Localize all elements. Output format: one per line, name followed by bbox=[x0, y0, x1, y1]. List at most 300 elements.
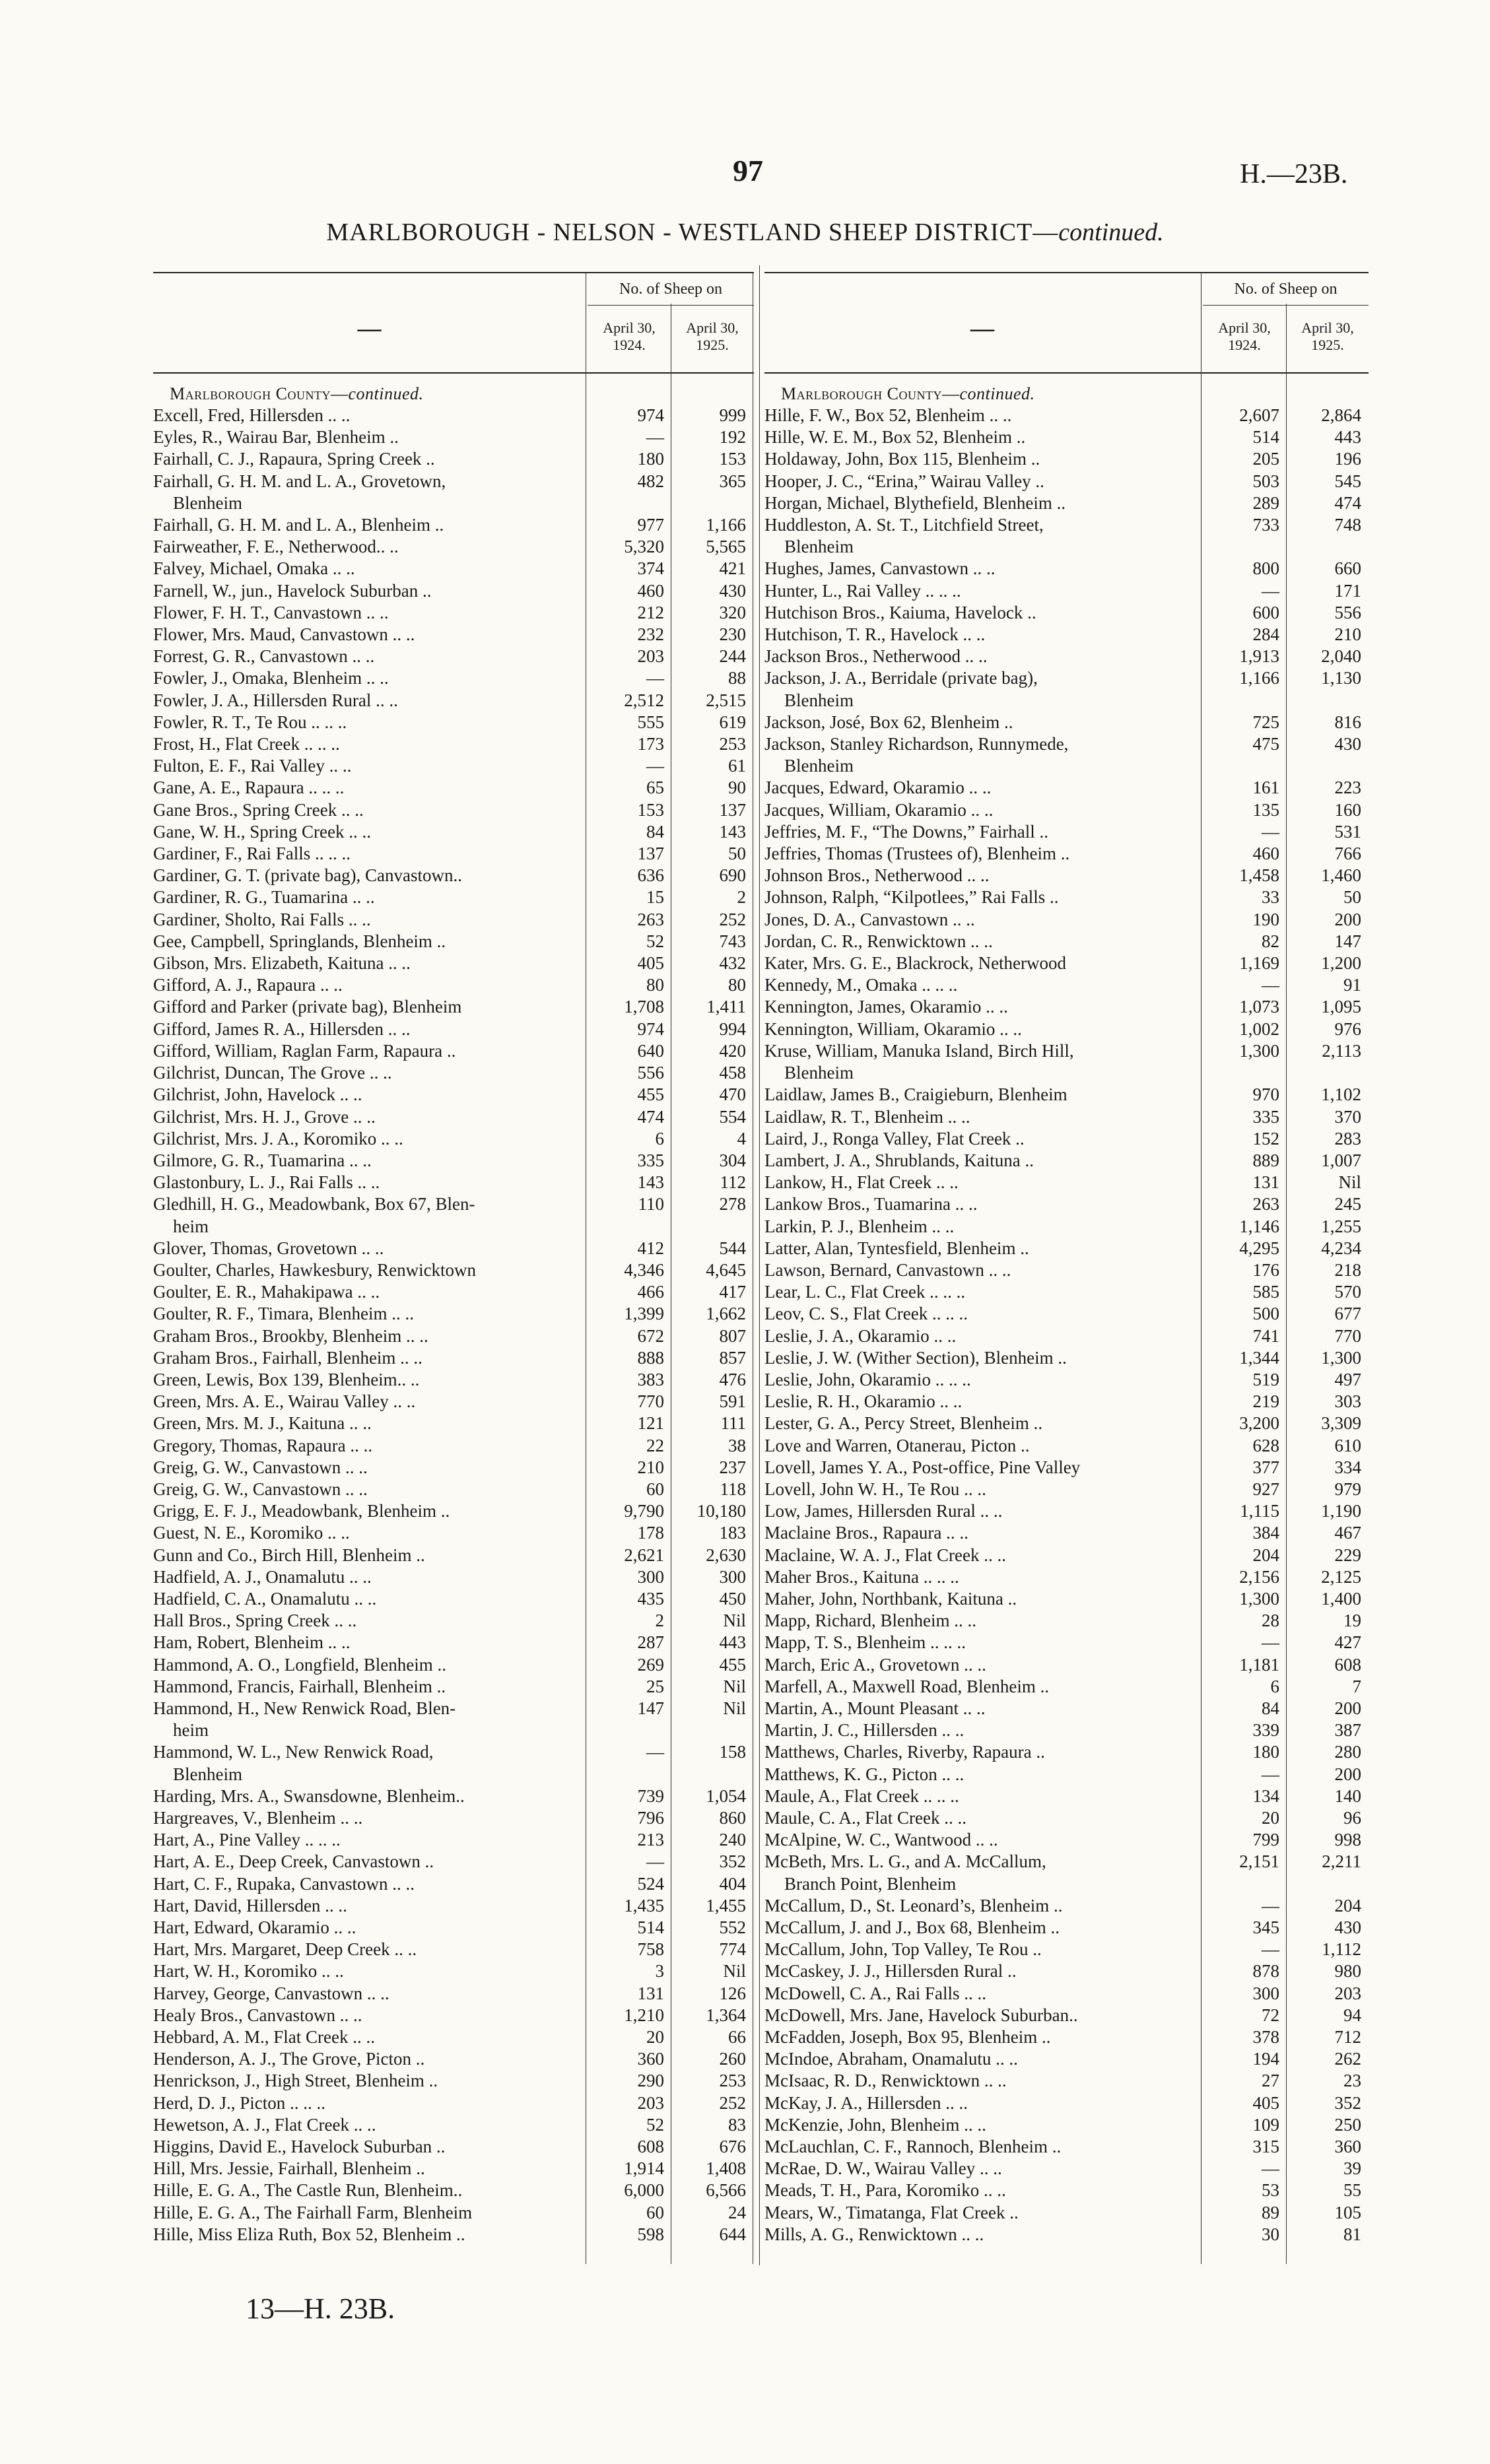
sheep-1925: 417 bbox=[719, 1282, 746, 1302]
owner-name-line: Goulter, Charles, Hawkesbury, Renwicktown bbox=[153, 1259, 477, 1280]
sheep-1925: 443 bbox=[719, 1632, 746, 1653]
table-row bbox=[764, 1566, 1369, 1588]
sheep-1924: 335 bbox=[1252, 1106, 1279, 1127]
owner-name-line: Glover, Thomas, Grovetown .. .. bbox=[153, 1238, 384, 1258]
owner-name bbox=[153, 580, 588, 602]
sheep-1924: 888 bbox=[637, 1347, 664, 1368]
sheep-1925: 2,864 bbox=[1321, 405, 1361, 425]
owner-name bbox=[153, 426, 588, 448]
owner-name-line: Laird, J., Ronga Valley, Flat Creek .. bbox=[764, 1128, 1025, 1149]
table-row bbox=[764, 712, 1369, 733]
owner-name-line: Fairhall, C. J., Rapaura, Spring Creek .. bbox=[153, 449, 435, 469]
sheep-1925: 2,125 bbox=[1321, 1566, 1361, 1587]
sheep-1924: 800 bbox=[1252, 558, 1279, 579]
owner-name bbox=[153, 2158, 588, 2180]
owner-name bbox=[153, 1479, 588, 1500]
owner-name bbox=[153, 1500, 588, 1522]
sheep-1925: 88 bbox=[728, 668, 746, 688]
table-row bbox=[764, 1391, 1369, 1413]
owner-name-line: Hughes, James, Canvastown .. .. bbox=[764, 558, 996, 579]
sheep-1924: 1,146 bbox=[1239, 1216, 1279, 1236]
sheep-1924: 1,300 bbox=[1239, 1040, 1279, 1061]
owner-name-line: Latter, Alan, Tyntesfield, Blenheim .. bbox=[764, 1238, 1029, 1258]
owner-name-line: heim bbox=[173, 1720, 209, 1741]
owner-name bbox=[153, 1566, 588, 1588]
sheep-1925: 476 bbox=[719, 1369, 746, 1389]
sheep-1925: 1,095 bbox=[1321, 997, 1361, 1017]
sheep-1925: 610 bbox=[1334, 1435, 1361, 1455]
owner-name bbox=[764, 996, 1203, 1018]
table-row bbox=[764, 1106, 1369, 1128]
sheep-1924: — bbox=[646, 427, 664, 448]
sheep-1924: 1,300 bbox=[1239, 1588, 1279, 1609]
sheep-1925: 979 bbox=[1334, 1479, 1361, 1499]
sheep-1925: 320 bbox=[719, 602, 746, 622]
table-row bbox=[153, 886, 754, 908]
owner-name bbox=[153, 799, 588, 821]
col-1925-header: April 30, 1925. bbox=[1301, 319, 1354, 353]
table-row bbox=[764, 624, 1369, 646]
sheep-1925: 111 bbox=[720, 1413, 746, 1434]
sheep-1924: — bbox=[646, 1742, 664, 1762]
sheep-1924: 6 bbox=[655, 1128, 664, 1149]
owner-name-line: Gregory, Thomas, Rapaura .. .. bbox=[153, 1435, 373, 1455]
owner-name-line: Green, Mrs. M. J., Kaituna .. .. bbox=[153, 1413, 372, 1434]
owner-name-line: Graham Bros., Fairhall, Blenheim .. .. bbox=[153, 1347, 423, 1368]
table-row bbox=[764, 2005, 1369, 2026]
table-row bbox=[153, 1960, 754, 1982]
owner-name bbox=[764, 865, 1203, 886]
table-row bbox=[764, 909, 1369, 931]
column-rule bbox=[759, 265, 760, 2265]
owner-name bbox=[764, 1193, 1203, 1215]
sheep-1925: 50 bbox=[728, 844, 746, 864]
table-row bbox=[764, 514, 1369, 558]
sheep-1924: 524 bbox=[637, 1873, 664, 1894]
sheep-1925: 998 bbox=[1334, 1830, 1361, 1850]
owner-name bbox=[764, 1238, 1203, 1259]
sheep-1924: 135 bbox=[1252, 799, 1279, 820]
sheep-1925: 404 bbox=[719, 1873, 746, 1894]
sheep-1924: 598 bbox=[637, 2224, 664, 2244]
table-row bbox=[764, 1238, 1369, 1259]
owner-name-line: Hille, F. W., Box 52, Blenheim .. .. bbox=[764, 405, 1012, 425]
owner-name-line: Gardiner, G. T. (private bag), Canvastown.. bbox=[153, 865, 463, 886]
sheep-1924: 84 bbox=[646, 821, 664, 842]
owner-name bbox=[153, 974, 588, 996]
sheep-1924: — bbox=[1262, 1939, 1279, 1960]
sheep-1925: 2,515 bbox=[706, 690, 746, 710]
sheep-1924: 514 bbox=[637, 1917, 664, 1938]
sheep-1924: 205 bbox=[1252, 449, 1279, 469]
owner-name-line: McKenzie, John, Blenheim .. .. bbox=[764, 2114, 986, 2135]
owner-name-line: McCallum, D., St. Leonard’s, Blenheim .. bbox=[764, 1895, 1063, 1915]
owner-name bbox=[764, 558, 1203, 580]
sheep-1925: 252 bbox=[719, 909, 746, 929]
owner-name bbox=[764, 777, 1203, 799]
sheep-1925: 83 bbox=[728, 2114, 746, 2135]
owner-name bbox=[764, 1785, 1203, 1807]
owner-name-line: Flower, Mrs. Maud, Canvastown .. .. bbox=[153, 624, 415, 645]
owner-name-line: Maclaine, W. A. J., Flat Creek .. .. bbox=[764, 1545, 1006, 1565]
sheep-1925: 55 bbox=[1343, 2180, 1361, 2201]
sheep-1925: 1,255 bbox=[1321, 1216, 1361, 1236]
owner-name-line: McCallum, John, Top Valley, Te Rou .. bbox=[764, 1939, 1042, 1960]
owner-name-line: Graham Bros., Brookby, Blenheim .. .. bbox=[153, 1325, 428, 1346]
table-row bbox=[153, 1062, 754, 1084]
owner-name-line: Gifford, A. J., Rapaura .. .. bbox=[153, 975, 343, 995]
sheep-1924: 2,512 bbox=[624, 690, 664, 710]
owner-name bbox=[153, 536, 588, 558]
sheep-count-group-header: No. of Sheep on bbox=[588, 273, 754, 306]
sheep-1924: 339 bbox=[1252, 1720, 1279, 1741]
sheep-1925: 770 bbox=[1334, 1325, 1361, 1346]
owner-name-line: Hammond, Francis, Fairhall, Blenheim .. bbox=[153, 1676, 446, 1696]
owner-name-line: Farnell, W., jun., Havelock Suburban .. bbox=[153, 580, 432, 601]
sheep-1924: 289 bbox=[1252, 492, 1279, 513]
owner-name-line: Frost, H., Flat Creek .. .. .. bbox=[153, 734, 340, 754]
sheep-1925: 223 bbox=[1334, 778, 1361, 798]
owner-name-line: Blenheim bbox=[784, 690, 854, 710]
owner-name-line: Fowler, R. T., Te Rou .. .. .. bbox=[153, 712, 347, 732]
sheep-1925: 432 bbox=[719, 953, 746, 974]
sheep-1925: 644 bbox=[719, 2224, 746, 2244]
owner-name-line: Lankow Bros., Tuamarina .. .. bbox=[764, 1194, 978, 1215]
report-reference: H.—23B. bbox=[1240, 159, 1348, 189]
sheep-1924: 500 bbox=[1252, 1304, 1279, 1324]
table-row bbox=[764, 1829, 1369, 1851]
owner-name-line: Leov, C. S., Flat Creek .. .. .. bbox=[764, 1304, 968, 1324]
owner-name bbox=[764, 1741, 1203, 1763]
owner-name-line: Higgins, David E., Havelock Suburban .. bbox=[153, 2137, 446, 2157]
sheep-1925: 96 bbox=[1343, 1808, 1361, 1828]
owner-name-line: Hewetson, A. J., Flat Creek .. .. bbox=[153, 2114, 376, 2135]
sheep-1925: 430 bbox=[719, 580, 746, 601]
sheep-1924: 672 bbox=[637, 1325, 664, 1346]
owner-name bbox=[764, 1632, 1203, 1653]
sheep-1924: 3 bbox=[655, 1961, 664, 1981]
sheep-1925: 244 bbox=[719, 646, 746, 667]
owner-name-line: Jordan, C. R., Renwicktown .. .. bbox=[764, 931, 993, 951]
sheep-1924: 176 bbox=[1252, 1259, 1279, 1280]
owner-name-line: Jeffries, Thomas (Trustees of), Blenheim .. bbox=[764, 844, 1070, 864]
table-row bbox=[153, 1676, 754, 1698]
table-row bbox=[764, 1040, 1369, 1084]
sheep-1925: 304 bbox=[719, 1150, 746, 1170]
owner-name-line: Lear, L. C., Flat Creek .. .. .. bbox=[764, 1282, 966, 1302]
owner-name bbox=[153, 1040, 588, 1062]
sheep-1924: — bbox=[1262, 975, 1279, 995]
sheep-1925: 497 bbox=[1334, 1369, 1361, 1389]
sheep-1924: 33 bbox=[1262, 887, 1279, 908]
sheep-1925: 250 bbox=[1334, 2114, 1361, 2135]
owner-name-line: Gane, W. H., Spring Creek .. .. bbox=[153, 821, 371, 842]
table-row bbox=[764, 1150, 1369, 1172]
owner-name bbox=[153, 886, 588, 908]
sheep-1924: 335 bbox=[637, 1150, 664, 1170]
owner-name-line: Maule, A., Flat Creek .. .. .. bbox=[764, 1785, 959, 1806]
sheep-1924: 519 bbox=[1252, 1369, 1279, 1389]
sheep-1925: 1,112 bbox=[1322, 1939, 1361, 1960]
owner-name bbox=[153, 1676, 588, 1698]
owner-name-line: McDowell, Mrs. Jane, Havelock Suburban.. bbox=[764, 2005, 1078, 2025]
sheep-1924: 374 bbox=[637, 558, 664, 579]
owner-name-line: Larkin, P. J., Blenheim .. .. bbox=[764, 1216, 955, 1236]
table-row bbox=[764, 1764, 1369, 1785]
sheep-1925: 676 bbox=[719, 2137, 746, 2157]
owner-name-line: Hutchison, T. R., Havelock .. .. bbox=[764, 624, 986, 645]
owner-name-line: McIndoe, Abraham, Onamalutu .. .. bbox=[764, 2049, 1018, 2069]
owner-name-line: Gardiner, R. G., Tuamarina .. .. bbox=[153, 887, 375, 908]
owner-name bbox=[764, 1610, 1203, 1632]
sheep-1925: 365 bbox=[719, 471, 746, 491]
sheep-1924: 1,708 bbox=[624, 997, 664, 1017]
owner-name bbox=[764, 1851, 1203, 1894]
sheep-1924: 263 bbox=[1252, 1194, 1279, 1215]
sheep-1925: 262 bbox=[1334, 2049, 1361, 2069]
owner-name bbox=[764, 952, 1203, 974]
owner-name bbox=[153, 1917, 588, 1939]
owner-name-line: Mills, A. G., Renwicktown .. .. bbox=[764, 2224, 984, 2244]
sheep-1924: 2 bbox=[655, 1611, 664, 1631]
table-row bbox=[153, 1895, 754, 1917]
sheep-1925: 690 bbox=[719, 865, 746, 886]
sheep-1925: 860 bbox=[719, 1808, 746, 1828]
owner-name bbox=[764, 1303, 1203, 1325]
sheep-1924: 377 bbox=[1252, 1457, 1279, 1477]
owner-name bbox=[153, 624, 588, 646]
sheep-1925: 999 bbox=[719, 405, 746, 425]
sheep-1924: 204 bbox=[1252, 1545, 1279, 1565]
owner-name-line: Jackson, Stanley Richardson, Runnymede, bbox=[764, 734, 1069, 754]
owner-name-line: Jeffries, M. F., “The Downs,” Fairhall .. bbox=[764, 821, 1049, 842]
sheep-1925: 531 bbox=[1334, 821, 1361, 842]
sheep-1925: 2,211 bbox=[1322, 1851, 1361, 1872]
owner-name-line: heim bbox=[173, 1216, 209, 1236]
sheep-1924: 131 bbox=[1252, 1172, 1279, 1193]
owner-name bbox=[153, 1150, 588, 1172]
table-row bbox=[764, 1369, 1369, 1391]
table-row bbox=[153, 1281, 754, 1303]
owner-name bbox=[764, 1764, 1203, 1785]
sheep-1925: 1,364 bbox=[706, 2005, 746, 2025]
owner-name bbox=[764, 646, 1203, 667]
left-table-header bbox=[153, 272, 754, 374]
owner-name bbox=[764, 1960, 1203, 1982]
sheep-1924: 109 bbox=[1252, 2114, 1279, 2135]
owner-name bbox=[764, 799, 1203, 821]
table-row bbox=[764, 1545, 1369, 1566]
sheep-1924: 28 bbox=[1262, 1611, 1279, 1631]
owner-name bbox=[764, 2005, 1203, 2026]
owner-name bbox=[153, 1522, 588, 1544]
owner-name-line: McKay, J. A., Hillersden .. .. bbox=[764, 2092, 968, 2113]
sheep-1925: 370 bbox=[1334, 1106, 1361, 1127]
sheep-1924: 741 bbox=[1252, 1325, 1279, 1346]
sheep-1924: 435 bbox=[637, 1588, 664, 1609]
sheep-1924: 6,000 bbox=[624, 2180, 664, 2201]
owner-name bbox=[764, 1325, 1203, 1347]
owner-name-line: Huddleston, A. St. T., Litchfield Street, bbox=[764, 515, 1044, 535]
title-main: MARLBOROUGH - NELSON - WESTLAND SHEEP DISTRICT— bbox=[326, 218, 1059, 246]
table-row bbox=[153, 733, 754, 755]
owner-name bbox=[764, 1369, 1203, 1391]
owner-name-line: Mears, W., Timatanga, Flat Creek .. bbox=[764, 2202, 1019, 2222]
sheep-1924: 27 bbox=[1262, 2071, 1279, 2091]
owner-name bbox=[153, 1369, 588, 1391]
owner-name bbox=[153, 1128, 588, 1150]
owner-name-line: Henrickson, J., High Street, Blenheim .. bbox=[153, 2071, 438, 2091]
owner-name-line: Harding, Mrs. A., Swansdowne, Blenheim.. bbox=[153, 1785, 465, 1806]
table-row bbox=[764, 1216, 1369, 1238]
owner-name bbox=[153, 2180, 588, 2201]
sheep-1925: 7 bbox=[1352, 1676, 1361, 1696]
sheep-1925: 6,566 bbox=[706, 2180, 746, 2201]
owner-name bbox=[153, 2136, 588, 2158]
table-row bbox=[764, 602, 1369, 624]
owner-name-line: McLauchlan, C. F., Rannoch, Blenheim .. bbox=[764, 2137, 1062, 2157]
owner-name bbox=[153, 1939, 588, 1960]
sheep-1925: 474 bbox=[1334, 492, 1361, 513]
left-table-body bbox=[153, 383, 754, 2246]
owner-name bbox=[764, 1128, 1203, 1150]
owner-name-line: Jones, D. A., Canvastown .. .. bbox=[764, 909, 975, 929]
table-row bbox=[764, 1698, 1369, 1719]
sheep-1924: 1,002 bbox=[1239, 1018, 1279, 1039]
table-row bbox=[764, 492, 1369, 514]
sheep-1924: 1,435 bbox=[624, 1895, 664, 1915]
sheep-1925: 427 bbox=[1334, 1632, 1361, 1653]
table-row bbox=[764, 1719, 1369, 1741]
sheep-1925: 660 bbox=[1334, 558, 1361, 579]
table-row bbox=[153, 558, 754, 580]
sheep-1925: 545 bbox=[1334, 471, 1361, 491]
table-row bbox=[153, 2005, 754, 2026]
table-row bbox=[153, 1303, 754, 1325]
owner-name-line: Hadfield, C. A., Onamalutu .. .. bbox=[153, 1588, 377, 1609]
table-row bbox=[764, 1676, 1369, 1698]
table-row bbox=[764, 931, 1369, 952]
owner-name-line: Gane Bros., Spring Creek .. .. bbox=[153, 799, 364, 820]
owner-name-line: Martin, J. C., Hillersden .. .. bbox=[764, 1720, 965, 1741]
sheep-1924: 608 bbox=[637, 2137, 664, 2157]
sheep-1925: 245 bbox=[1334, 1194, 1361, 1215]
table-row bbox=[764, 1785, 1369, 1807]
table-row bbox=[764, 646, 1369, 667]
owner-name bbox=[153, 1347, 588, 1369]
table-row bbox=[764, 1193, 1369, 1215]
table-row bbox=[764, 777, 1369, 799]
table-row bbox=[153, 1566, 754, 1588]
table-row bbox=[153, 1084, 754, 1106]
owner-name-line: Hooper, J. C., “Erina,” Wairau Valley .. bbox=[764, 471, 1044, 491]
table-row bbox=[153, 952, 754, 974]
table-row bbox=[153, 667, 754, 689]
owner-name bbox=[153, 1172, 588, 1193]
sheep-1925: 200 bbox=[1334, 1698, 1361, 1718]
sheep-1925: 450 bbox=[719, 1588, 746, 1609]
sheep-1925: Nil bbox=[723, 1611, 746, 1631]
table-row bbox=[153, 602, 754, 624]
owner-name-line: Leslie, J. W. (Wither Section), Blenheim .. bbox=[764, 1347, 1067, 1368]
sheep-1924: — bbox=[1262, 2158, 1279, 2179]
owner-name bbox=[153, 1084, 588, 1106]
owner-name-line: Horgan, Michael, Blythefield, Blenheim .. bbox=[764, 492, 1066, 513]
table-row bbox=[764, 1500, 1369, 1522]
owner-name bbox=[764, 2136, 1203, 2158]
owner-name bbox=[764, 1829, 1203, 1851]
sheep-1925: 160 bbox=[1334, 799, 1361, 820]
owner-name bbox=[764, 1216, 1203, 1238]
owner-name-line: Gilchrist, Duncan, The Grove .. .. bbox=[153, 1063, 392, 1083]
sheep-1924: 636 bbox=[637, 865, 664, 886]
owner-name-line: Eyles, R., Wairau Bar, Blenheim .. bbox=[153, 427, 399, 448]
table-row bbox=[764, 1610, 1369, 1632]
sheep-1925: 816 bbox=[1334, 712, 1361, 732]
name-column-header: — bbox=[357, 315, 382, 341]
owner-name bbox=[764, 2224, 1203, 2246]
table-row bbox=[153, 2048, 754, 2070]
owner-name bbox=[153, 1545, 588, 1566]
sheep-1924: 974 bbox=[637, 1018, 664, 1039]
owner-name-line: Ham, Robert, Blenheim .. .. bbox=[153, 1632, 351, 1653]
sheep-1925: 4,234 bbox=[1321, 1238, 1361, 1258]
sheep-1925: 81 bbox=[1343, 2224, 1361, 2244]
table-row bbox=[764, 886, 1369, 908]
sheep-1924: 1,914 bbox=[624, 2158, 664, 2179]
owner-name-line: Blenheim bbox=[173, 1764, 242, 1784]
owner-name-line: Marfell, A., Maxwell Road, Blenheim .. bbox=[764, 1676, 1050, 1696]
table-row bbox=[153, 1632, 754, 1653]
sheep-1924: 80 bbox=[646, 975, 664, 995]
owner-name-line: Glastonbury, L. J., Rai Falls .. .. bbox=[153, 1172, 380, 1193]
sheep-1924: 360 bbox=[637, 2049, 664, 2069]
sheep-1925: 80 bbox=[728, 975, 746, 995]
sheep-1925: 1,130 bbox=[1321, 668, 1361, 688]
page-footer: 13—H. 23B. bbox=[246, 2292, 395, 2325]
owner-name bbox=[764, 1347, 1203, 1369]
table-row bbox=[153, 821, 754, 843]
owner-name-line: Lankow, H., Flat Creek .. .. bbox=[764, 1172, 959, 1193]
table-row bbox=[764, 733, 1369, 777]
owner-name bbox=[764, 1719, 1203, 1741]
table-row bbox=[764, 1413, 1369, 1434]
owner-name bbox=[764, 1281, 1203, 1303]
owner-name-line: Jackson Bros., Netherwood .. .. bbox=[764, 646, 988, 667]
owner-name bbox=[764, 1391, 1203, 1413]
table-row bbox=[153, 1785, 754, 1807]
table-row bbox=[153, 1610, 754, 1632]
owner-name bbox=[764, 426, 1203, 448]
owner-name-line: Harvey, George, Canvastown .. .. bbox=[153, 1983, 389, 2003]
owner-name-line: Hart, A., Pine Valley .. .. .. bbox=[153, 1830, 341, 1850]
sheep-1924: 65 bbox=[646, 778, 664, 798]
owner-name-line: Maher, John, Northbank, Kaituna .. bbox=[764, 1588, 1017, 1609]
sheep-1924: 82 bbox=[1262, 931, 1279, 951]
owner-name bbox=[153, 1698, 588, 1741]
table-row bbox=[764, 996, 1369, 1018]
table-row bbox=[764, 1654, 1369, 1676]
owner-name bbox=[153, 514, 588, 536]
owner-name-line: Hart, C. F., Rupaka, Canvastown .. .. bbox=[153, 1873, 415, 1894]
owner-name bbox=[153, 755, 588, 777]
owner-name-line: Fairweather, F. E., Netherwood.. .. bbox=[153, 537, 399, 557]
sheep-1925: 126 bbox=[719, 1983, 746, 2003]
sheep-1924: 1,169 bbox=[1239, 953, 1279, 974]
table-row bbox=[153, 2114, 754, 2136]
sheep-1924: 269 bbox=[637, 1654, 664, 1675]
owner-name bbox=[153, 471, 588, 514]
